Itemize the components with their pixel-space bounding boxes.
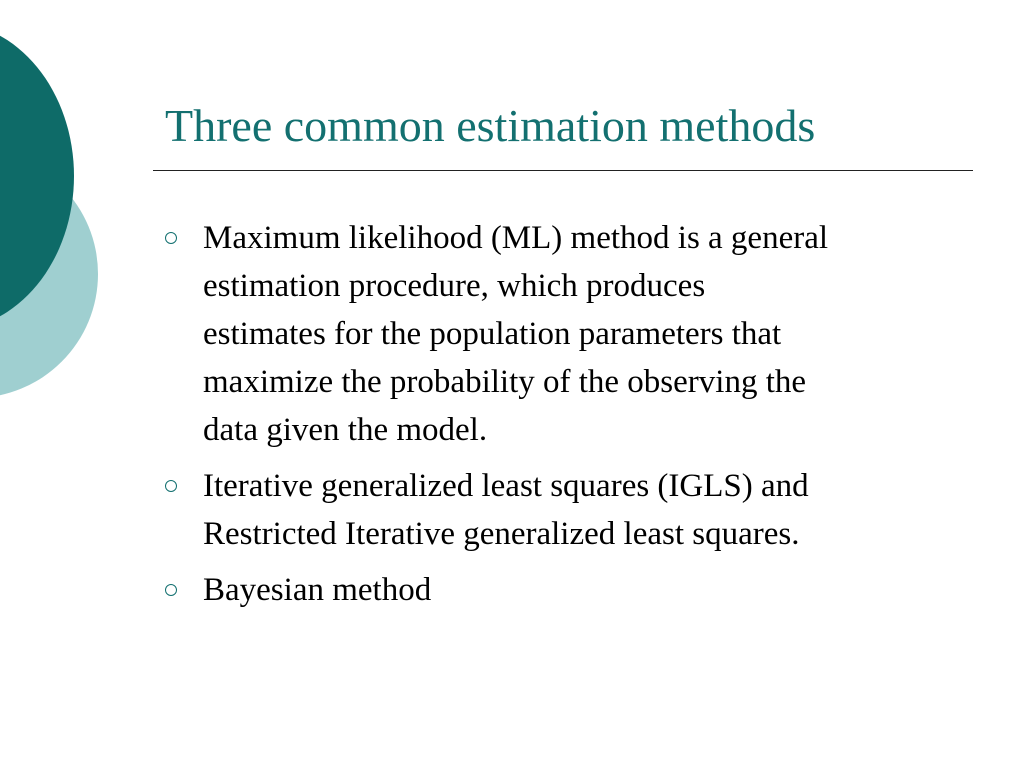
bullet-item-ml xyxy=(165,214,965,454)
bullet-list xyxy=(165,214,965,622)
bullet-line: Iterative generalized least squares (IGLS) and xyxy=(203,468,809,504)
bullet-text xyxy=(203,462,809,558)
bullet-line: Maximum likelihood (ML) method is a general xyxy=(203,220,829,256)
title-divider xyxy=(153,170,973,171)
bullet-text xyxy=(203,566,431,614)
hollow-circle-icon xyxy=(165,214,203,244)
bullet-item-igls xyxy=(165,462,965,558)
bullet-line: estimates for the population parameters that xyxy=(203,316,782,352)
bullet-text xyxy=(203,214,828,454)
bullet-item-bayesian xyxy=(165,566,965,614)
bullet-line: Bayesian method xyxy=(203,572,432,608)
bullet-line: estimation procedure, which produces xyxy=(203,268,706,304)
bullet-line: data given the model. xyxy=(203,412,488,448)
bullet-line: maximize the probability of the observing the xyxy=(203,364,807,400)
hollow-circle-icon xyxy=(165,462,203,492)
bullet-line: Restricted Iterative generalized least squares. xyxy=(203,516,800,552)
slide-title: Three common estimation methods xyxy=(165,100,816,151)
hollow-circle-icon xyxy=(165,566,203,596)
